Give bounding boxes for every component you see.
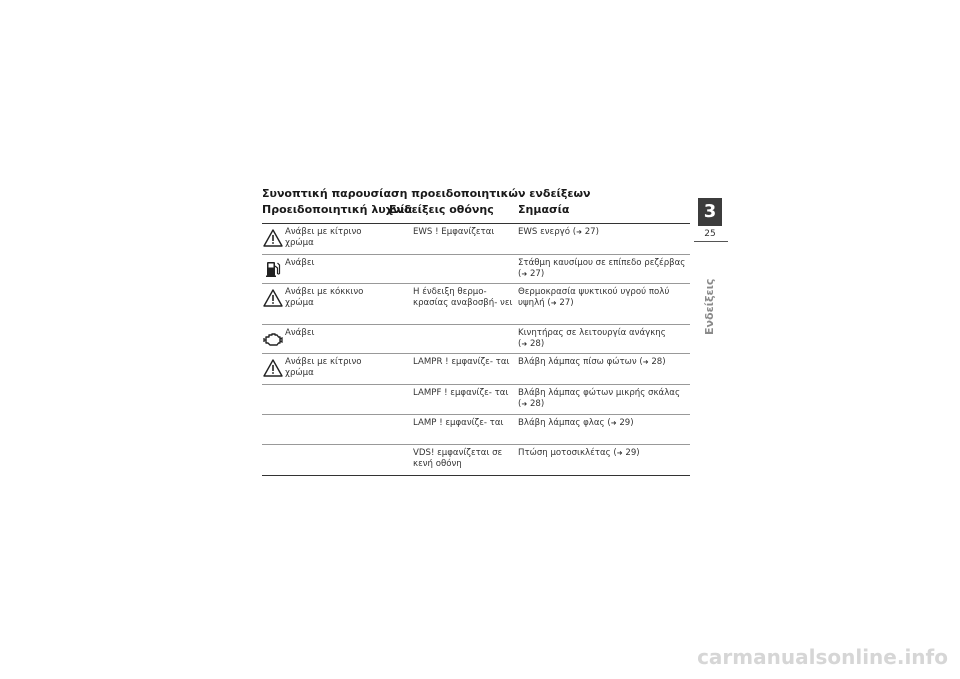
display-indication: LAMPF ! εμφανίζε- ται: [413, 388, 509, 398]
meaning: [518, 418, 690, 429]
meaning: [518, 448, 690, 459]
table-row: [262, 224, 690, 255]
column-header-meaning: Σημασία: [518, 203, 570, 216]
watermark: carmanualsonline.info: [697, 645, 948, 669]
display-indication: EWS ! Εμφανίζεται: [413, 227, 495, 237]
meaning: [518, 287, 690, 309]
page-reference-number: 28: [529, 399, 541, 409]
light-description: Ανάβει με κίτρινο χρώμα: [285, 227, 362, 248]
column-header-display: Ενδείξεις οθόνης: [389, 203, 494, 216]
arrow-right-icon: ➜: [521, 340, 528, 348]
arrow-right-icon: ➜: [642, 358, 649, 366]
page-reference-number: 27: [529, 269, 541, 279]
column-header-light: Προειδοποιητική λυχνία: [262, 203, 413, 216]
document: [262, 187, 690, 476]
page-reference[interactable]: (➜ 27): [572, 227, 600, 237]
meaning-text: Βλάβη λάμπας φώτων μικρής σκάλας: [518, 388, 680, 398]
meaning: [518, 227, 690, 238]
table-row: [262, 354, 690, 385]
meaning: [518, 357, 690, 368]
chapter-number: 3: [698, 198, 722, 226]
meaning-text: Στάθμη καυσίμου σε επίπεδο ρεζέρβας: [518, 258, 686, 268]
page-reference-number: 29: [619, 418, 631, 428]
meaning-text: Βλάβη λάμπας πίσω φώτων: [518, 357, 637, 367]
display-indication: VDS! εμφανίζεται σε κενή οθόνη: [413, 448, 503, 469]
meaning: [518, 388, 690, 410]
light-description: Ανάβει: [285, 258, 315, 268]
page-reference[interactable]: (➜ 28): [518, 339, 545, 349]
meaning-text: EWS ενεργό: [518, 227, 571, 237]
table-row: [262, 385, 690, 415]
light-description: Ανάβει: [285, 328, 315, 338]
chapter-divider: [694, 241, 728, 242]
table-row: [262, 445, 690, 476]
display-indication: Η ένδειξη θερμο- κρασίας αναβοσβή- νει: [413, 287, 513, 308]
section-title: Συνοπτική παρουσίαση προειδοποιητικών ενδείξεων: [262, 187, 591, 200]
engine-icon: [263, 329, 283, 349]
page-reference-number: 27: [559, 298, 571, 308]
meaning: [518, 328, 690, 350]
warning-triangle-icon: [263, 228, 283, 248]
page-reference[interactable]: (➜ 27): [547, 298, 574, 308]
table-row: [262, 415, 690, 445]
page-reference-number: 29: [625, 448, 637, 458]
page-number: 25: [704, 229, 716, 239]
page-reference[interactable]: (➜ 28): [639, 357, 666, 367]
display-indication: LAMPR ! εμφανίζε- ται: [413, 357, 510, 367]
arrow-right-icon: ➜: [616, 449, 623, 457]
meaning-text: Βλάβη λάμπας φλας: [518, 418, 605, 428]
arrow-right-icon: ➜: [576, 228, 582, 236]
page-reference-number: 28: [651, 357, 663, 367]
warning-triangle-icon: [263, 288, 283, 308]
display-indication: LAMP ! εμφανίζε- ται: [413, 418, 504, 428]
page-reference[interactable]: (➜ 28): [518, 399, 545, 409]
light-description: Ανάβει με κίτρινο χρώμα: [285, 357, 362, 378]
table-row: [262, 284, 690, 325]
table-row: [262, 255, 690, 284]
page-reference-number: 28: [529, 339, 541, 349]
arrow-right-icon: ➜: [550, 299, 557, 307]
meaning-text: Θερμοκρασία ψυκτικού υγρού πολύ υψηλή: [518, 287, 670, 308]
page-reference-number: 27: [584, 227, 596, 237]
page-reference[interactable]: (➜ 27): [518, 269, 545, 279]
page-reference[interactable]: (➜ 29): [613, 448, 640, 458]
fuel-pump-icon: [263, 259, 283, 279]
page-reference[interactable]: (➜ 29): [607, 418, 634, 428]
meaning-text: Κινητήρας σε λειτουργία ανάγκης: [518, 328, 666, 338]
chapter-label: Ενδείξεις: [703, 278, 716, 335]
table-header: [262, 203, 690, 223]
meaning: [518, 258, 690, 280]
table-body: [262, 224, 690, 476]
table-row: [262, 325, 690, 354]
warning-triangle-icon: [263, 358, 283, 378]
light-description: Ανάβει με κόκκινο χρώμα: [285, 287, 364, 308]
arrow-right-icon: ➜: [521, 400, 528, 408]
arrow-right-icon: ➜: [521, 270, 528, 278]
meaning-text: Πτώση μοτοσικλέτας: [518, 448, 611, 458]
arrow-right-icon: ➜: [610, 419, 617, 427]
